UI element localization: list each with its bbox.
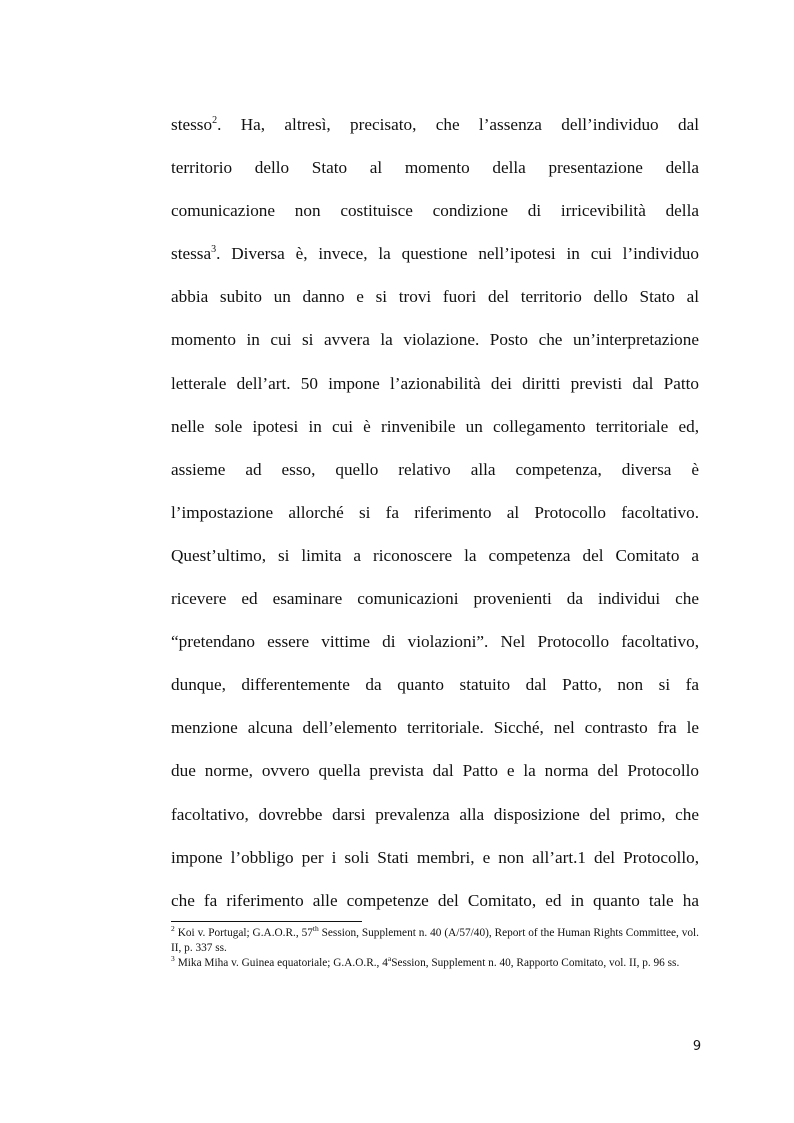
body-line: stessa$^3$. Diversa è, invece, la questione nell’ipotesi in cui l’individuo — [171, 244, 699, 264]
footnote-2: $^2$ Koi v. Portugal; G.A.O.R., 57th Session, Supplement n. 40 (A/57/40), Report of the Human Rights Committee, vol. II, p. 337 ss. — [171, 924, 699, 954]
body-line: menzione alcuna dell’elemento territoriale. Sicché, nel contrasto fra le — [171, 718, 699, 738]
footnote-ref: 3 — [211, 244, 217, 256]
body-line: letterale dell’art. 50 impone l’azionabilità dei diritti previsti dal Patto — [171, 373, 699, 393]
body-line: territorio dello Stato al momento della presentazione della — [171, 158, 699, 178]
body-line: comunicazione non costituisce condizione di irricevibilità della — [171, 201, 699, 221]
body-line: l’impostazione allorché si fa riferimento al Protocollo facoltativo. — [171, 502, 699, 522]
body-text — [171, 103, 699, 922]
body-line: stesso$^2$. Ha, altresì, precisato, che l’assenza dell’individuo dal — [171, 115, 699, 134]
body-line: momento in cui si avvera la violazione. Posto che un’interpretazione — [171, 330, 699, 350]
body-line: abbia subito un danno e si trovi fuori del territorio dello Stato al — [171, 287, 699, 307]
body-line: nelle sole ipotesi in cui è rinvenibile un collegamento territoriale ed, — [171, 416, 699, 436]
footnote-marker: 3 — [171, 954, 175, 963]
body-line: due norme, ovvero quella prevista dal Patto e la norma del Protocollo — [171, 761, 699, 781]
body-line: assieme ad esso, quello relativo alla competenza, diversa è — [171, 459, 699, 479]
body-line: ricevere ed esaminare comunicazioni provenienti da individui che — [171, 589, 699, 609]
footnote-ref: 2 — [212, 115, 218, 126]
footnote-3: $^3$ Mika Miha v. Guinea equatoriale; G.A.O.R., 4$^a$Session, Supplement n. 40, Rapporto Comitato, vol. II, p. 96 ss. — [171, 954, 680, 969]
body-line: facoltativo, dovrebbe darsi prevalenza alla disposizione del primo, che — [171, 804, 699, 824]
page-number: 9 — [692, 1039, 702, 1054]
footnotes — [171, 926, 699, 971]
body-line: dunque, differentemente da quanto statuito dal Patto, non si fa — [171, 675, 699, 695]
footnote-marker: 2 — [171, 924, 175, 933]
body-line: “pretendano essere vittime di violazioni”. Nel Protocollo facoltativo, — [171, 632, 699, 652]
body-line: impone l’obbligo per i soli Stati membri, e non all’art.1 del Protocollo, — [171, 847, 699, 867]
body-line: che fa riferimento alle competenze del Comitato, ed in quanto tale ha — [171, 890, 699, 910]
body-line: Quest’ultimo, si limita a riconoscere la competenza del Comitato a — [171, 545, 699, 565]
footnote-separator — [171, 921, 362, 922]
